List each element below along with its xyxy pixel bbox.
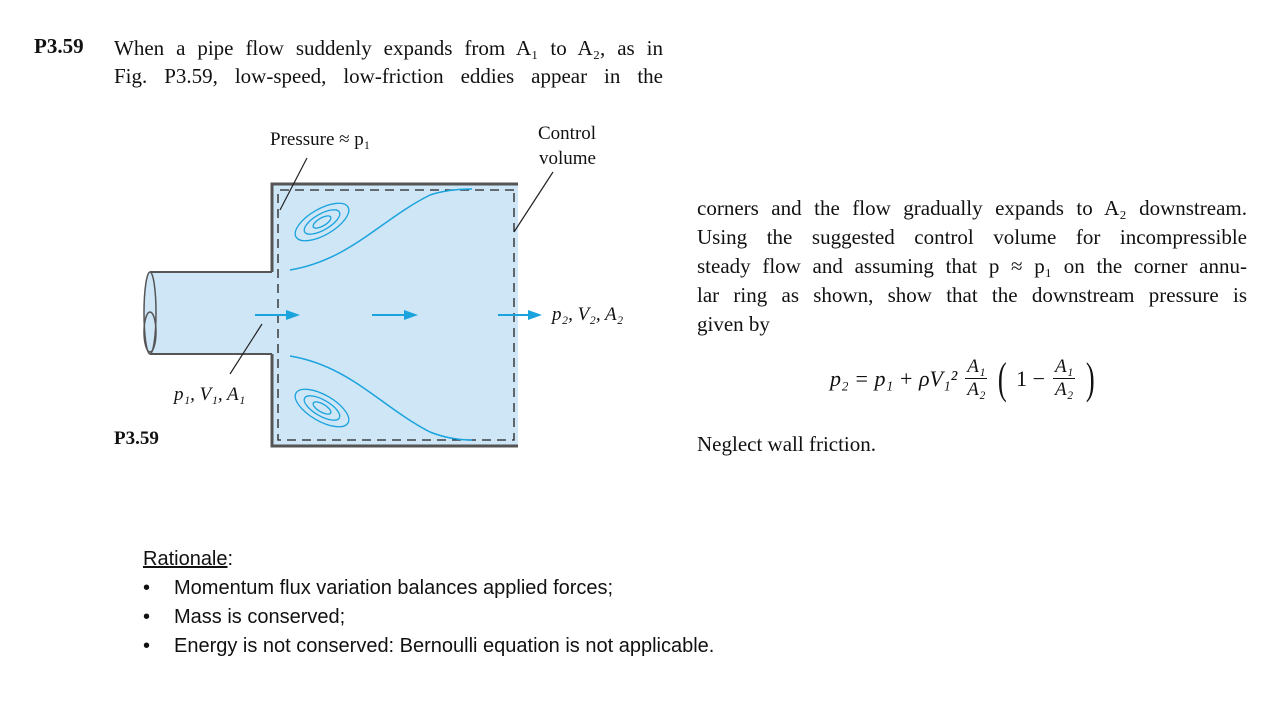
fraction-2-numerator: A₁ [1055, 356, 1074, 377]
body-line-2: Using the suggested control volume for incompressible [697, 225, 1247, 249]
inlet-pipe-opening [144, 272, 156, 354]
rationale-section [143, 545, 714, 661]
rationale-item-text: Mass is conserved; [174, 606, 346, 628]
outlet-label: p₂, V₂, A₂ [552, 304, 624, 325]
fraction-1-numerator: A₁ [967, 356, 986, 377]
figure-caption: P3.59 [114, 428, 159, 449]
inlet-label: p₁, V₁, A₁ [174, 384, 246, 405]
bullet-icon: • [143, 577, 151, 599]
rationale-item-text: Energy is not conserved: Bernoulli equation is not applicable. [174, 635, 715, 657]
list-item [143, 632, 714, 661]
rationale-heading-colon: : [227, 548, 234, 570]
rationale-heading [143, 545, 714, 574]
equation-fraction-1 [965, 356, 987, 401]
control-label-2: volume [539, 148, 596, 169]
rationale-item-text: Momentum flux variation balances applied forces; [174, 577, 614, 599]
fraction-2-denominator: A₂ [1055, 379, 1074, 400]
fraction-1-denominator: A₂ [967, 379, 986, 400]
body-line-4: lar ring as shown, show that the downstream pressure is [697, 283, 1247, 307]
problem-number: P3.59 [34, 34, 84, 58]
body-line-1: corners and the flow gradually expands to A₂ downstream. [697, 196, 1247, 220]
equation-lhs: p₂ = p₁ + ρV₁² [830, 365, 958, 391]
right-paren: ) [1086, 353, 1095, 403]
list-item [143, 574, 714, 603]
problem-body [697, 194, 1247, 339]
neglect-note: Neglect wall friction. [697, 432, 877, 456]
list-item [143, 603, 714, 632]
bullet-icon: • [143, 635, 151, 657]
control-volume-leader-line [514, 172, 553, 232]
pressure-equation [830, 353, 1098, 403]
pressure-label: Pressure ≈ p₁ [270, 129, 371, 150]
bullet-icon: • [143, 606, 151, 628]
sudden-expansion-figure [100, 110, 660, 460]
rationale-list [143, 574, 714, 661]
problem-intro [114, 34, 663, 90]
control-label-1: Control [538, 123, 597, 144]
left-paren: ( [998, 353, 1008, 403]
intro-line-2: Fig. P3.59, low-speed, low-friction eddies appear in the [114, 64, 663, 88]
rationale-heading-text: Rationale [143, 548, 228, 570]
intro-line-1: When a pipe flow suddenly expands from A₁ to A₂, as in [114, 36, 663, 60]
body-line-5: given by [697, 312, 770, 336]
equation-one-minus: 1 − [1016, 365, 1046, 391]
inlet-pipe-fluid [150, 272, 272, 354]
body-line-3: steady flow and assuming that p ≈ p₁ on the corner annu- [697, 254, 1247, 278]
equation-fraction-2 [1053, 356, 1075, 401]
